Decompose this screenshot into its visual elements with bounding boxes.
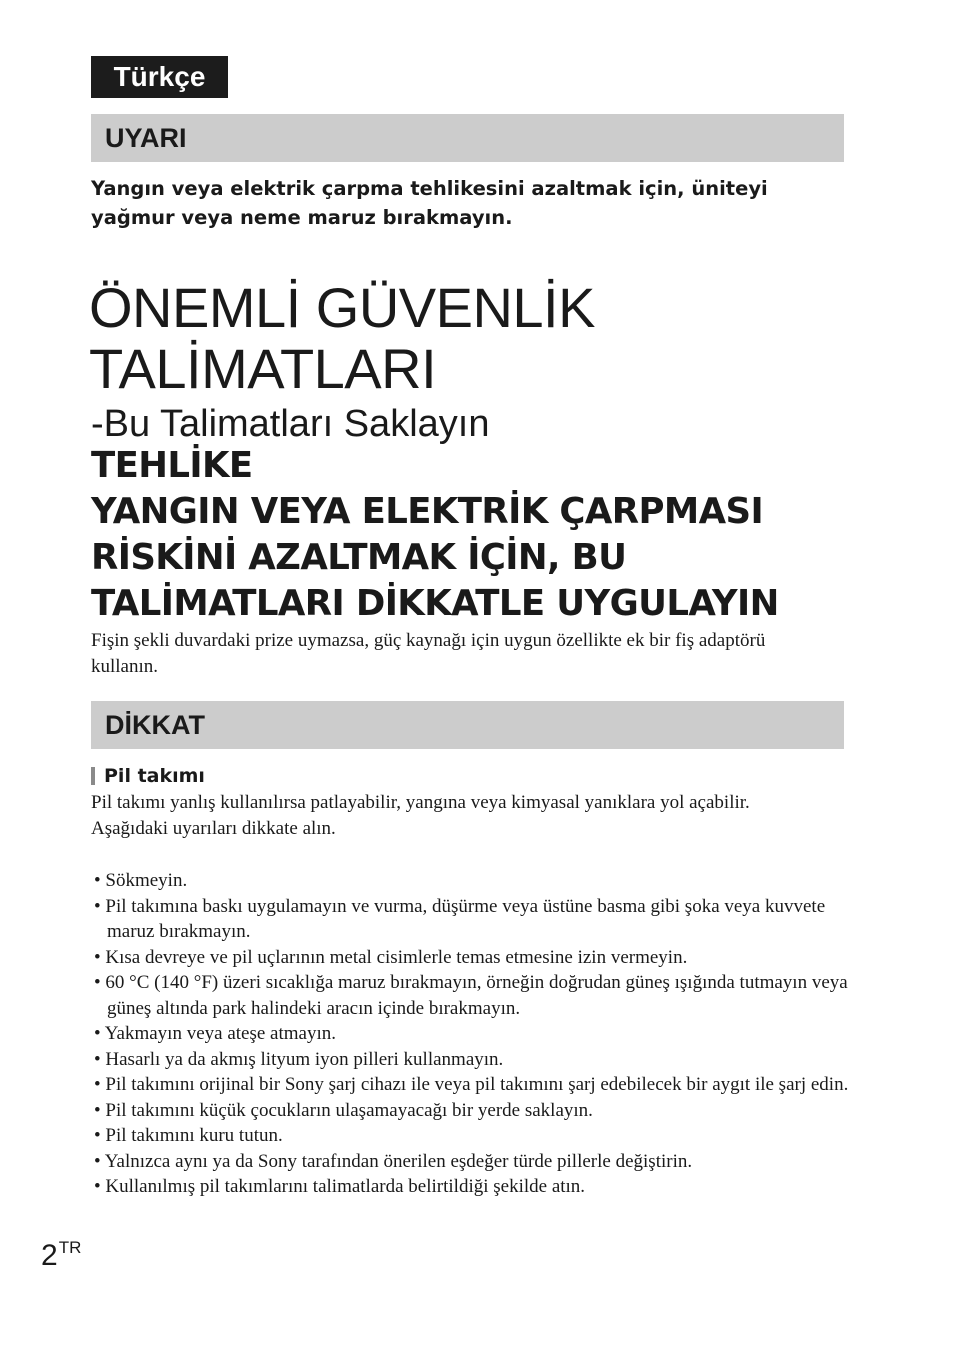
list-item: • Hasarlı ya da akmış lityum iyon pilleri kullanmayın.	[94, 1048, 504, 1070]
warning-text-line: Yangın veya elektrik çarpma tehlikesini azaltmak için, üniteyi	[91, 177, 768, 200]
warning-section-header: UYARI	[91, 114, 844, 162]
list-item-text: Hasarlı ya da akmış lityum iyon pilleri kullanmayın.	[105, 1048, 504, 1070]
list-item-text: Yalnızca aynı ya da Sony tarafından önerilen eşdeğer türde pillerle değiştirin.	[104, 1150, 693, 1172]
safety-subtitle: -Bu Talimatları Saklayın	[91, 403, 490, 445]
safety-title-line: ÖNEMLİ GÜVENLİK	[89, 276, 595, 339]
safety-title-line: TALİMATLARI	[89, 337, 437, 400]
list-item: • Kullanılmış pil takımlarını talimatlarda belirtildiği şekilde atın.	[94, 1176, 586, 1197]
list-item-text: Kullanılmış pil takımlarını talimatlarda belirtildiği şekilde atın.	[105, 1176, 586, 1197]
page-number	[41, 1238, 81, 1278]
list-item: • Sökmeyin.	[94, 870, 188, 891]
battery-intro-line: Aşağıdaki uyarıları dikkate alın.	[91, 818, 336, 839]
list-item: • Kısa devreye ve pil uçlarının metal cisimlerle temas etmesine izin vermeyin.	[94, 946, 688, 968]
danger-heading	[91, 443, 891, 627]
danger-heading-line: YANGIN VEYA ELEKTRİK ÇARPMASI	[91, 491, 764, 532]
safety-title	[89, 277, 889, 399]
list-item-text: Pil takımını küçük çocukların ulaşamayacağı bir yerde saklayın.	[105, 1099, 593, 1121]
warning-text	[91, 174, 851, 232]
danger-label: TEHLİKE	[91, 445, 253, 486]
danger-heading-line: RİSKİNİ AZALTMAK İÇİN, BU	[91, 537, 627, 578]
page-number-value: 2	[41, 1239, 58, 1272]
battery-subheading-label: Pil takımı	[104, 765, 205, 787]
list-item: • Pil takımına baskı uygulamayın ve vurma, düşürme veya üstüne basma gibi şoka veya kuvvete maruz bırakmayın.	[94, 895, 826, 942]
list-item-text: Pil takımını orijinal bir Sony şarj cihazı ile veya pil takımını şarj edebilecek bir aygıt ile şarj edin.	[105, 1074, 849, 1095]
list-item: • Yalnızca aynı ya da Sony tarafından önerilen eşdeğer türde pillerle değiştirin.	[94, 1150, 693, 1172]
list-item: • Pil takımını küçük çocukların ulaşamayacağı bir yerde saklayın.	[94, 1099, 593, 1121]
battery-subheading	[91, 764, 205, 788]
page-number-suffix: TR	[58, 1238, 82, 1257]
list-item-text: Sökmeyin.	[105, 870, 188, 891]
plug-note-line: kullanın.	[91, 656, 159, 677]
list-item-text: Kısa devreye ve pil uçlarının metal cisimlerle temas etmesine izin vermeyin.	[105, 946, 688, 968]
battery-intro	[91, 790, 851, 842]
list-item: • Yakmayın veya ateşe atmayın.	[94, 1023, 336, 1044]
warning-text-line: yağmur veya neme maruz bırakmayın.	[91, 206, 513, 229]
language-tab: Türkçe	[91, 56, 228, 98]
list-item-text: Yakmayın veya ateşe atmayın.	[104, 1023, 336, 1044]
list-item-text: 60 °C (140 °F) üzeri sıcaklığa maruz bırakmayın, örneğin doğrudan güneş ışığında tutmayın veya güneş altında park halindeki aracın içinde bırakmayın.	[105, 972, 848, 1019]
plug-note-line: Fişin şekli duvardaki prize uymazsa, güç kaynağı için uygun özellikte ek bir fiş adaptörü	[91, 630, 766, 651]
list-item-text: Pil takımını kuru tutun.	[105, 1125, 283, 1146]
list-item: • 60 °C (140 °F) üzeri sıcaklığa maruz bırakmayın, örneğin doğrudan güneş ışığında tutmayın veya güneş altında park halindeki aracın içinde bırakmayın.	[94, 972, 848, 1019]
list-item: • Pil takımını orijinal bir Sony şarj cihazı ile veya pil takımını şarj edebilecek bir aygıt ile şarj edin.	[94, 1074, 849, 1095]
battery-warning-list	[94, 868, 854, 1200]
list-item: • Pil takımını kuru tutun.	[94, 1125, 283, 1146]
plug-note	[91, 628, 851, 680]
list-item-text: Pil takımına baskı uygulamayın ve vurma, düşürme veya üstüne basma gibi şoka veya kuvvete maruz bırakmayın.	[105, 895, 826, 942]
battery-intro-line: Pil takımı yanlış kullanılırsa patlayabilir, yangına veya kimyasal yanıklara yol açabilir.	[91, 792, 750, 813]
danger-heading-line: TALİMATLARI DİKKATLE UYGULAYIN	[91, 583, 779, 624]
caution-section-header: DİKKAT	[91, 701, 844, 749]
subheading-marker	[91, 767, 95, 785]
